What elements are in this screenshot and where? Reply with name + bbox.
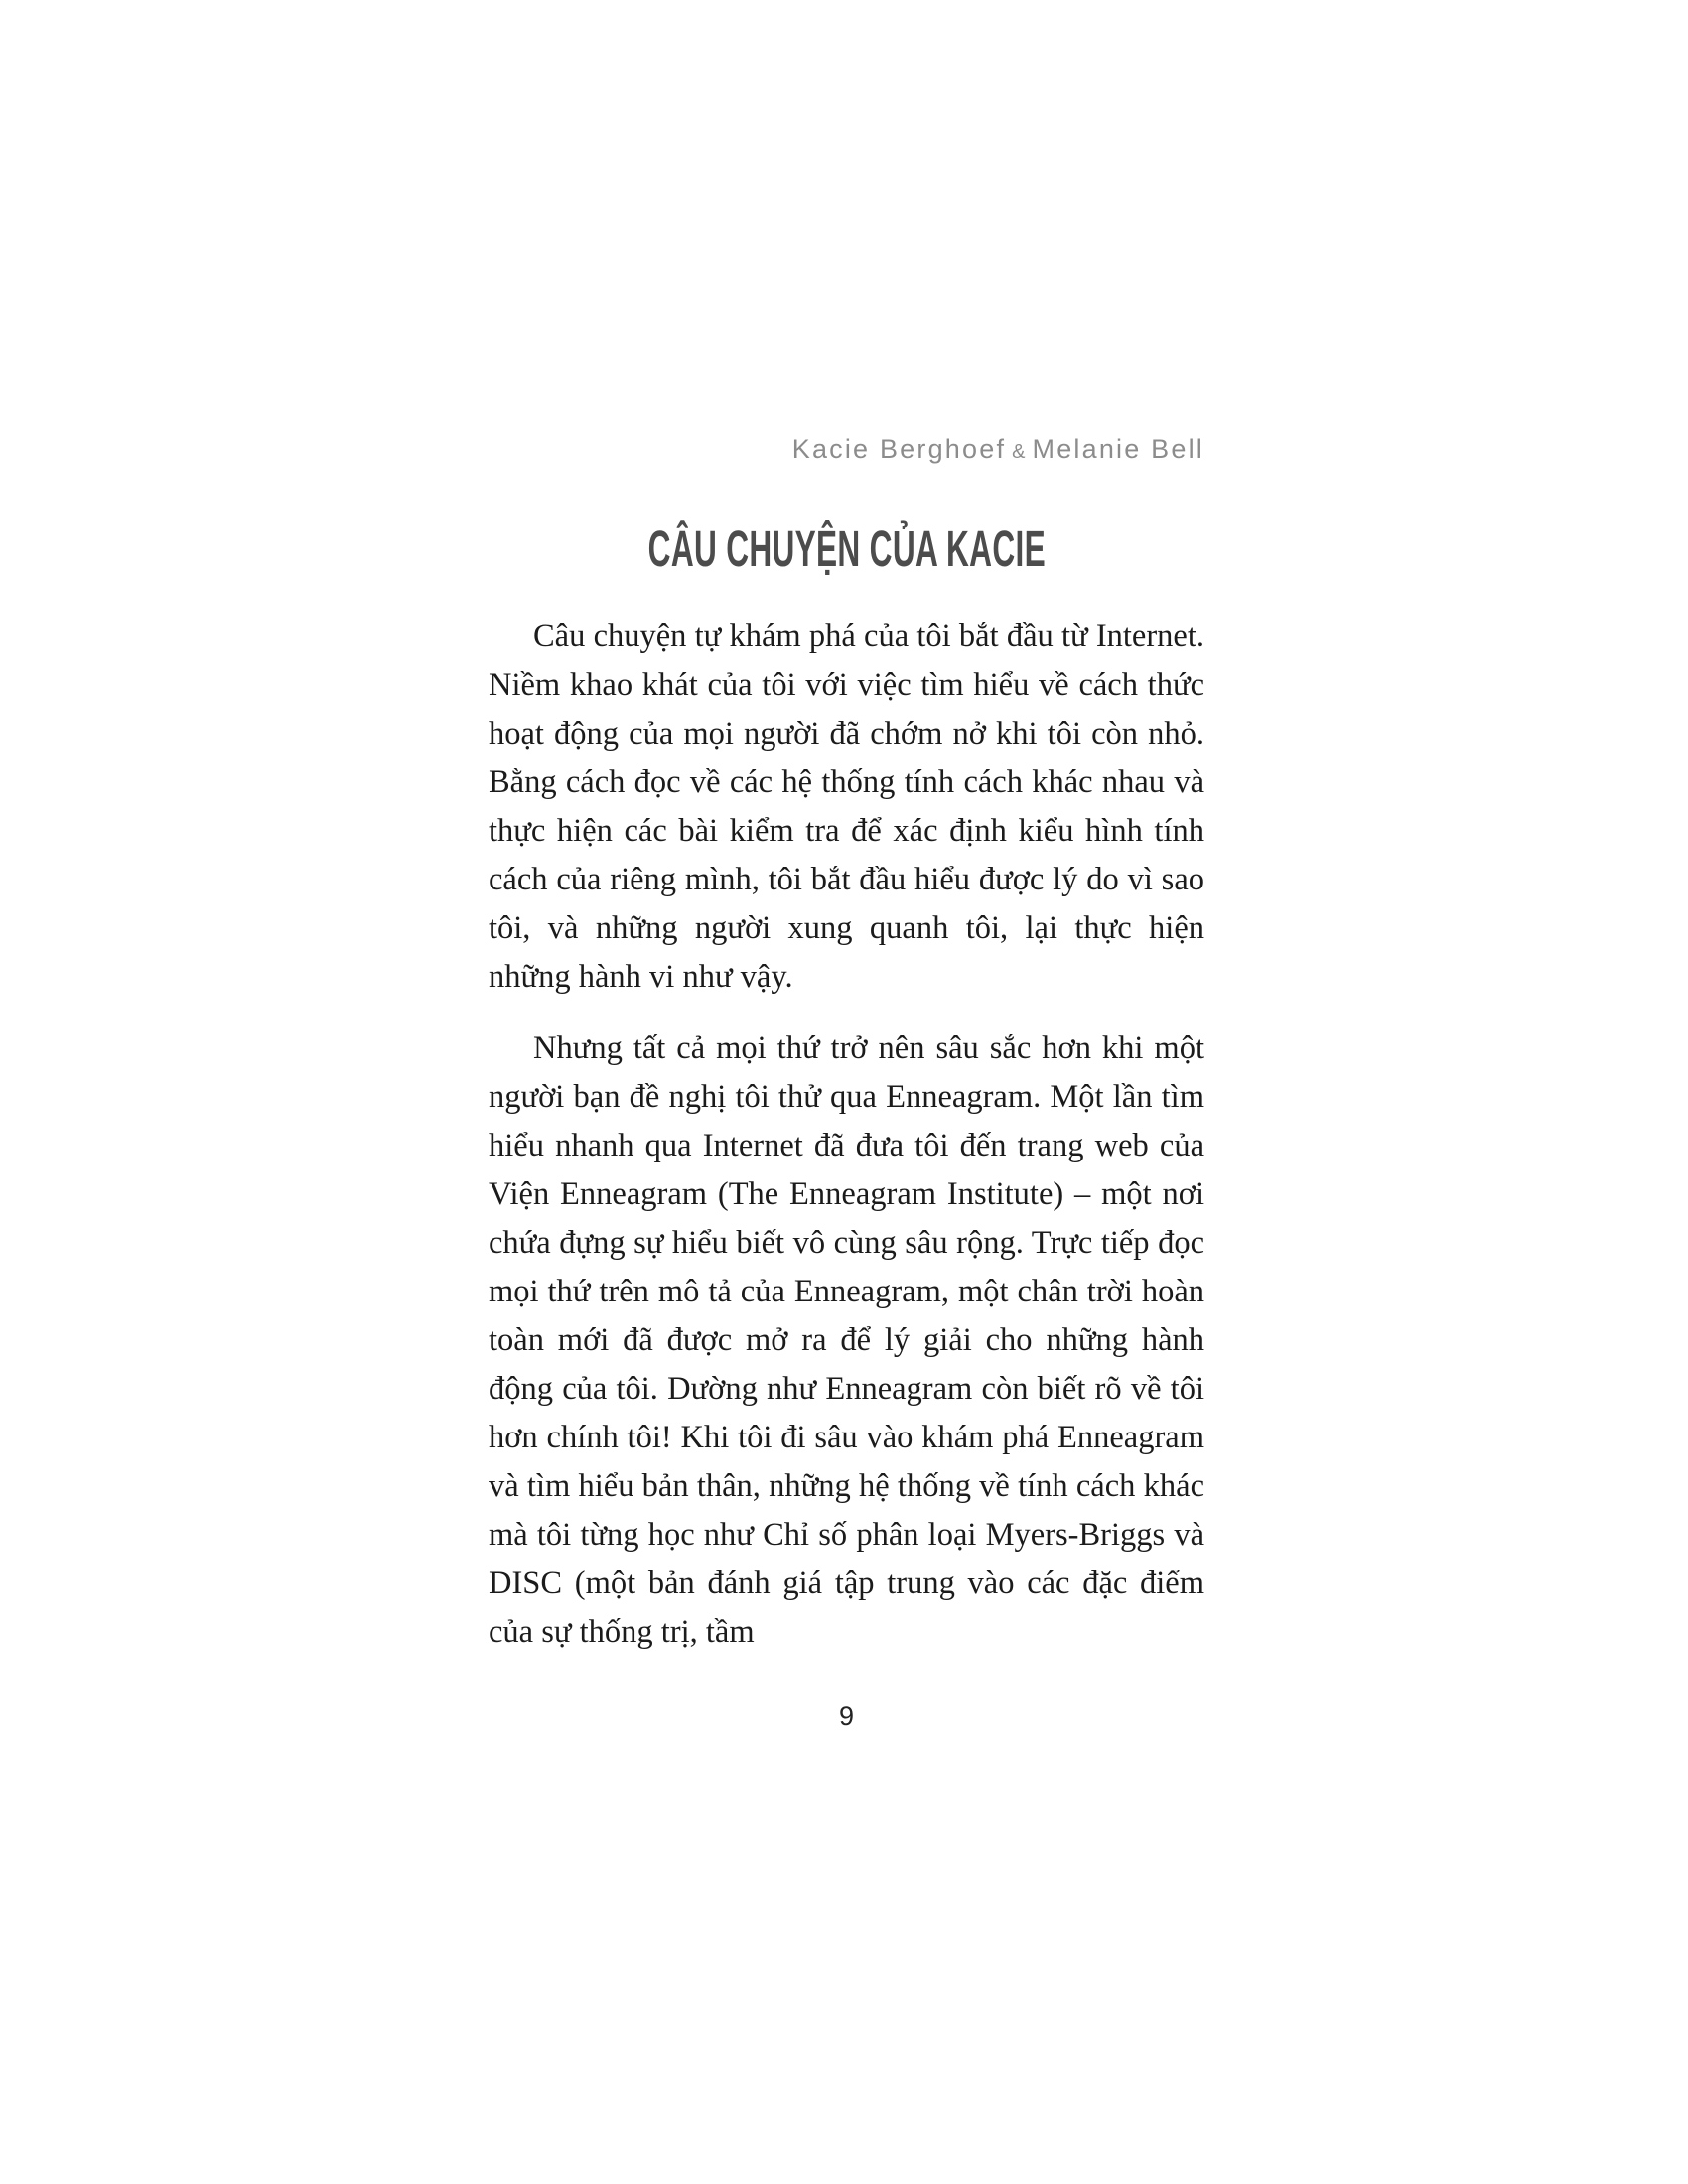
author-separator-ampersand: & <box>1012 441 1027 463</box>
section-title-text: CÂU CHUYỆN CỦA KACIE <box>647 520 1046 577</box>
author-name-right: Melanie Bell <box>1032 434 1204 464</box>
author-name-left: Kacie Berghoef <box>791 434 1007 464</box>
body-text <box>489 613 1204 1680</box>
running-header <box>792 434 1204 465</box>
paragraph-2: Nhưng tất cả mọi thứ trở nên sâu sắc hơn khi một người bạn đề nghị tôi thử qua Enneagram. Một lần tìm hiểu nhanh qua Internet đã đưa tôi đến trang web của Viện Enneagram (The Enneagram Institute) – một nơi chứa đựng sự hiểu biết vô cùng sâu rộng. Trực tiếp đọc mọi thứ trên mô tả của Enneagram, một chân trời hoàn toàn mới đã được mở ra để lý giải cho những hành động của tôi. Dường như Enneagram còn biết rõ về tôi hơn chính tôi! Khi tôi đi sâu vào khám phá Enneagram và tìm hiểu bản thân, những hệ thống về tính cách khác mà tôi từng học như Chỉ số phân loại Myers-Briggs và DISC (một bản đánh giá tập trung vào các đặc điểm của sự thống trị, tầm <box>489 1030 1204 1650</box>
section-title <box>489 519 1204 578</box>
page-number: 9 <box>838 1702 855 1731</box>
paragraph-1: Câu chuyện tự khám phá của tôi bắt đầu từ Internet. Niềm khao khát của tôi với việc tìm hiểu về cách thức hoạt động của mọi người đã chớm nở khi tôi còn nhỏ. Bằng cách đọc về các hệ thống tính cách khác nhau và thực hiện các bài kiểm tra để xác định kiểu hình tính cách của riêng mình, tôi bắt đầu hiểu được lý do vì sao tôi, và những người xung quanh tôi, lại thực hiện những hành vi như vậy. <box>489 618 1204 995</box>
